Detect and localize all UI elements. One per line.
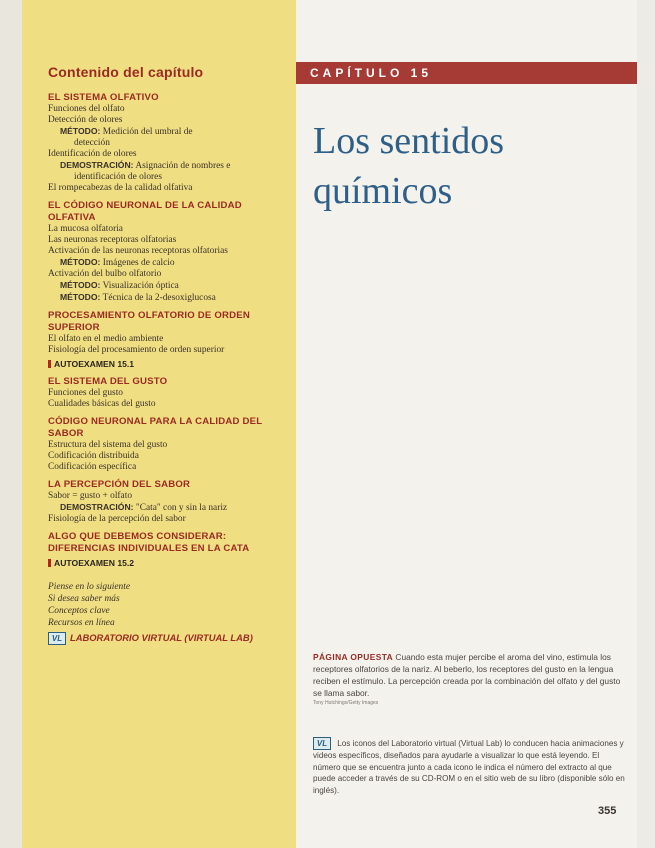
item-text: Sabor = gusto + olfato — [48, 491, 133, 501]
contents-item — [48, 399, 284, 410]
contents-section — [48, 416, 284, 473]
contents-section — [48, 376, 284, 410]
contents-item — [48, 257, 284, 269]
autoexamen-item — [48, 557, 284, 569]
contents-item — [48, 345, 284, 356]
scan-edge-left — [0, 0, 22, 848]
contents-item — [48, 235, 284, 246]
section-heading: EL CÓDIGO NEURONAL DE LA CALIDAD OLFATIVA — [48, 200, 242, 223]
extra-item: Si desea saber más — [48, 594, 120, 604]
chapter-title — [313, 116, 623, 216]
contents-section — [48, 310, 284, 370]
item-text: detección — [74, 138, 110, 148]
scan-edge-right — [637, 0, 655, 848]
item-text: Fisiología del procesamiento de orden superior — [48, 345, 225, 355]
item-label: MÉTODO: — [60, 280, 101, 290]
item-text: Funciones del olfato — [48, 104, 125, 114]
autoexamen-label: AUTOEXAMEN 15.2 — [54, 558, 135, 568]
contents-item — [48, 440, 284, 451]
contents-item — [48, 126, 284, 138]
item-label: MÉTODO: — [60, 292, 101, 302]
photo-caption — [313, 651, 625, 699]
contents-item — [48, 104, 284, 115]
item-text: Medición del umbral de — [100, 127, 193, 137]
contents-sections — [48, 92, 284, 569]
item-text: Detección de olores — [48, 115, 123, 125]
virtual-lab-note — [313, 737, 625, 796]
item-text: La mucosa olfatoria — [48, 224, 123, 234]
contents-title: Contenido del capítulo — [48, 64, 204, 80]
item-label: MÉTODO: — [60, 257, 101, 267]
section-heading: ALGO QUE DEBEMOS CONSIDERAR: DIFERENCIAS INDIVIDUALES EN LA CATA — [48, 531, 250, 554]
item-text: El rompecabezas de la calidad olfativa — [48, 183, 193, 193]
contents-item — [48, 183, 284, 194]
extra-item: Recursos en línea — [48, 618, 115, 628]
item-text: Activación del bulbo olfatorio — [48, 269, 162, 279]
section-heading: PROCESAMIENTO OLFATORIO DE ORDEN SUPERIOR — [48, 310, 251, 333]
contents-section — [48, 531, 284, 569]
contents-item — [48, 160, 284, 172]
red-bar-icon — [48, 559, 51, 567]
section-heading: EL SISTEMA DEL GUSTO — [48, 376, 168, 387]
extra-item: Conceptos clave — [48, 606, 110, 616]
item-label: DEMOSTRACIÓN: — [60, 502, 134, 512]
section-heading: LA PERCEPCIÓN DEL SABOR — [48, 479, 191, 490]
virtual-lab-link — [48, 632, 284, 645]
contents-item — [48, 269, 284, 280]
contents-item — [48, 491, 284, 502]
virtual-lab-icon: VL — [313, 737, 331, 750]
contents-item — [48, 149, 284, 160]
item-text: Funciones del gusto — [48, 388, 123, 398]
contents-item — [48, 451, 284, 462]
virtual-lab-label: LABORATORIO VIRTUAL (VIRTUAL LAB) — [70, 632, 253, 643]
contents-item — [48, 138, 284, 149]
contents-item — [48, 292, 284, 304]
chapter-title-line: Los sentidos — [313, 120, 505, 162]
contents-item — [48, 462, 284, 473]
item-text: Estructura del sistema del gusto — [48, 440, 168, 450]
virtual-lab-note-text: Los iconos del Laboratorio virtual (Virtual Lab) lo conducen hacia animaciones y videos específicos, diseñados para ayudarle a visualizar lo que está leyendo. El número que se encuentra junto a cada icono le indica el número del extracto al que puede acceder a través de su CD-ROM o en el sitio web de su libro (disponible sólo en inglés). — [313, 739, 625, 795]
item-label: DEMOSTRACIÓN: — [60, 160, 134, 170]
contents-item — [48, 246, 284, 257]
item-text: Codificación distribuida — [48, 451, 139, 461]
item-text: Fisiología de la percepción del sabor — [48, 514, 186, 524]
contents-item — [48, 514, 284, 525]
item-text: Asignación de nombres e — [133, 161, 231, 171]
item-text: El olfato en el medio ambiente — [48, 334, 164, 344]
contents-extras — [48, 581, 284, 645]
item-text: Codificación específica — [48, 462, 137, 472]
caption-label: PÁGINA OPUESTA — [313, 652, 394, 662]
photo-credit: Tony Hutchings/Getty Images — [313, 700, 379, 706]
item-text: Visualización óptica — [100, 281, 179, 291]
item-text: Las neuronas receptoras olfatorias — [48, 235, 177, 245]
section-heading: EL SISTEMA OLFATIVO — [48, 92, 159, 103]
contents-item — [48, 388, 284, 399]
item-label: MÉTODO: — [60, 126, 101, 136]
item-text: Imágenes de calcio — [100, 258, 175, 268]
item-text: Cualidades básicas del gusto — [48, 399, 156, 409]
contents-section — [48, 479, 284, 525]
chapter-label: CAPÍTULO 15 — [310, 66, 433, 80]
chapter-banner — [296, 62, 637, 84]
item-text: "Cata" con y sin la nariz — [133, 503, 228, 513]
chapter-contents-sidebar — [22, 0, 296, 848]
extra-item: Piense en lo siguiente — [48, 582, 131, 592]
chapter-title-line: químicos — [313, 170, 453, 212]
item-text: Técnica de la 2-desoxiglucosa — [100, 293, 216, 303]
section-heading: CÓDIGO NEURONAL PARA LA CALIDAD DEL SABOR — [48, 416, 263, 439]
autoexamen-item — [48, 358, 284, 370]
item-text: identificación de olores — [74, 172, 162, 182]
contents-item — [48, 280, 284, 292]
caption-text: Cuando esta mujer percibe el aroma del vino, estimula los receptores olfatorios de la nariz. Al beberlo, los receptores del gusto en la lengua reciben el estímulo. La percepción creada por la combinación del olfato y del gusto se llama sabor. — [313, 652, 621, 698]
item-text: Activación de las neuronas receptoras olfatorias — [48, 246, 228, 256]
contents-section — [48, 200, 284, 304]
contents-item — [48, 224, 284, 235]
contents-item — [48, 334, 284, 345]
page-number: 355 — [598, 805, 617, 817]
contents-item — [48, 172, 284, 183]
autoexamen-label: AUTOEXAMEN 15.1 — [54, 359, 135, 369]
contents-item — [48, 502, 284, 514]
contents-section — [48, 92, 284, 194]
virtual-lab-icon: VL — [48, 632, 66, 645]
contents-item — [48, 115, 284, 126]
red-bar-icon — [48, 360, 51, 368]
item-text: Identificación de olores — [48, 149, 137, 159]
